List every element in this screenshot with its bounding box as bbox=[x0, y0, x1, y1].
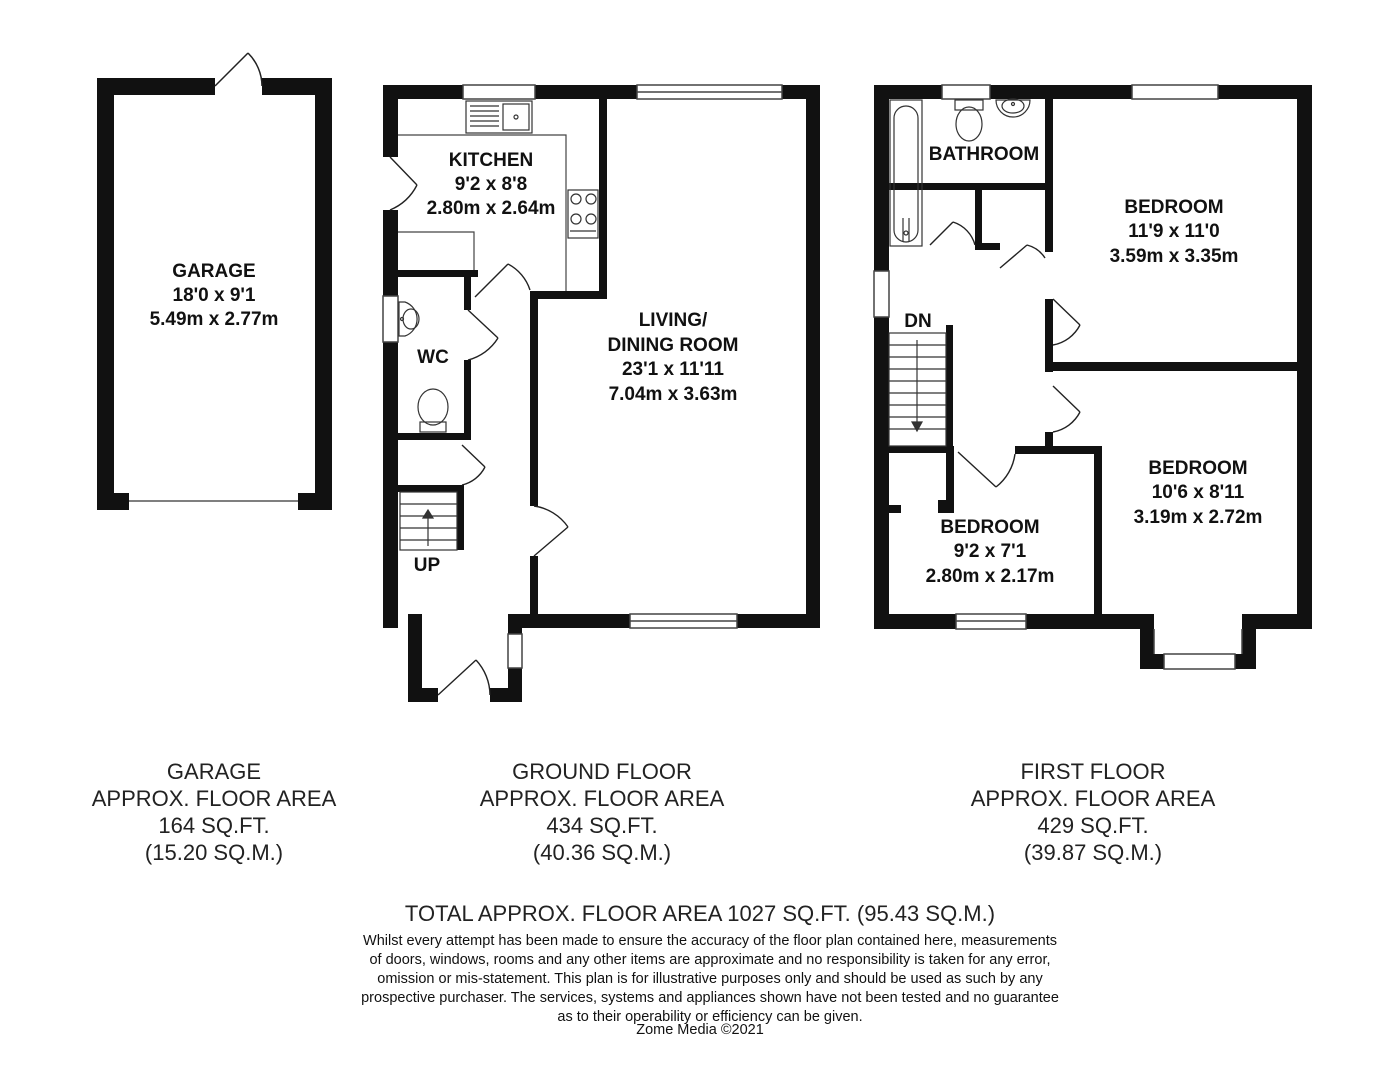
disclaimer-line: omission or mis-statement. This plan is for illustrative purposes only and should be used as such by any bbox=[377, 971, 1043, 987]
garage-summary-title: GARAGE bbox=[166, 759, 262, 784]
garage-plan bbox=[97, 53, 332, 510]
first-summary-title: FIRST FLOOR bbox=[1020, 759, 1166, 784]
bedroom1-imperial: 11'9 x 11'0 bbox=[1128, 221, 1220, 242]
wc-toilet-icon bbox=[418, 389, 448, 432]
bathtub-icon bbox=[890, 100, 922, 246]
stairs-up-icon bbox=[400, 492, 457, 550]
living-name-line2: DINING ROOM bbox=[607, 335, 739, 356]
disclaimer-line: Whilst every attempt has been made to ensure the accuracy of the floor plan contained here, measurements bbox=[363, 933, 1057, 949]
garage-summary-sqm: (15.20 SQ.M.) bbox=[144, 840, 284, 865]
ground-summary-title: GROUND FLOOR bbox=[512, 759, 692, 784]
living-metric: 7.04m x 3.63m bbox=[608, 384, 738, 405]
wc-basin-icon bbox=[399, 302, 419, 336]
bedroom3-metric: 2.80m x 2.17m bbox=[925, 566, 1055, 587]
bedroom2-imperial: 10'6 x 8'11 bbox=[1151, 482, 1245, 503]
stairs-down-icon bbox=[889, 333, 946, 446]
living-name-line1: LIVING/ bbox=[638, 310, 708, 331]
ground-floor-summary bbox=[452, 758, 752, 866]
stairs-down-label: DN bbox=[904, 311, 932, 332]
ground-summary-sqm: (40.36 SQ.M.) bbox=[532, 840, 672, 865]
kitchen-sink-icon bbox=[466, 101, 532, 133]
stairs-up-label: UP bbox=[413, 555, 441, 576]
garage-name: GARAGE bbox=[172, 261, 256, 282]
living-imperial: 23'1 x 11'11 bbox=[621, 359, 725, 380]
bedroom1-name: BEDROOM bbox=[1124, 197, 1224, 218]
disclaimer-line: as to their operability or efficiency can be given. bbox=[557, 1009, 863, 1025]
garage-side-door-icon bbox=[215, 53, 262, 86]
ground-summary-sqft: 434 SQ.FT. bbox=[546, 813, 658, 838]
ground-floor-plan bbox=[383, 85, 820, 702]
total-floor-area: TOTAL APPROX. FLOOR AREA 1027 SQ.FT. (95.43 SQ.M.) bbox=[404, 901, 996, 926]
first-summary-sqft: 429 SQ.FT. bbox=[1037, 813, 1149, 838]
disclaimer-line: of doors, windows, rooms and any other items are approximate and no responsibility is taken for any error, bbox=[369, 952, 1051, 968]
garage-summary-label: APPROX. FLOOR AREA bbox=[91, 786, 337, 811]
bedroom2-name: BEDROOM bbox=[1148, 458, 1248, 479]
ground-summary-label: APPROX. FLOOR AREA bbox=[479, 786, 725, 811]
kitchen-imperial: 9'2 x 8'8 bbox=[454, 174, 528, 195]
bathroom-toilet-icon bbox=[955, 100, 983, 141]
first-summary-label: APPROX. FLOOR AREA bbox=[970, 786, 1216, 811]
garage-summary-sqft: 164 SQ.FT. bbox=[158, 813, 270, 838]
bedroom3-imperial: 9'2 x 7'1 bbox=[953, 541, 1027, 562]
first-floor-summary bbox=[943, 758, 1243, 866]
first-floor-plan bbox=[874, 85, 1312, 669]
bathroom-basin-icon bbox=[996, 99, 1030, 117]
bedroom3-name: BEDROOM bbox=[940, 517, 1040, 538]
bedroom1-metric: 3.59m x 3.35m bbox=[1109, 246, 1239, 267]
wc-name: WC bbox=[417, 347, 449, 368]
disclaimer bbox=[300, 932, 1120, 1027]
first-summary-sqm: (39.87 SQ.M.) bbox=[1023, 840, 1163, 865]
bathroom-name: BATHROOM bbox=[928, 144, 1040, 165]
garage-summary bbox=[64, 758, 364, 866]
garage-metric: 5.49m x 2.77m bbox=[149, 309, 279, 330]
copyright-credit: Zome Media ©2021 bbox=[636, 1022, 764, 1038]
garage-imperial: 18'0 x 9'1 bbox=[172, 285, 256, 306]
bedroom2-metric: 3.19m x 2.72m bbox=[1133, 507, 1263, 528]
ground-floor-walls bbox=[383, 85, 820, 702]
kitchen-hob-icon bbox=[568, 190, 598, 238]
kitchen-metric: 2.80m x 2.64m bbox=[426, 198, 556, 219]
disclaimer-line: prospective purchaser. The services, systems and appliances shown have not been tested and no guarantee bbox=[361, 990, 1059, 1006]
kitchen-name: KITCHEN bbox=[448, 150, 534, 171]
